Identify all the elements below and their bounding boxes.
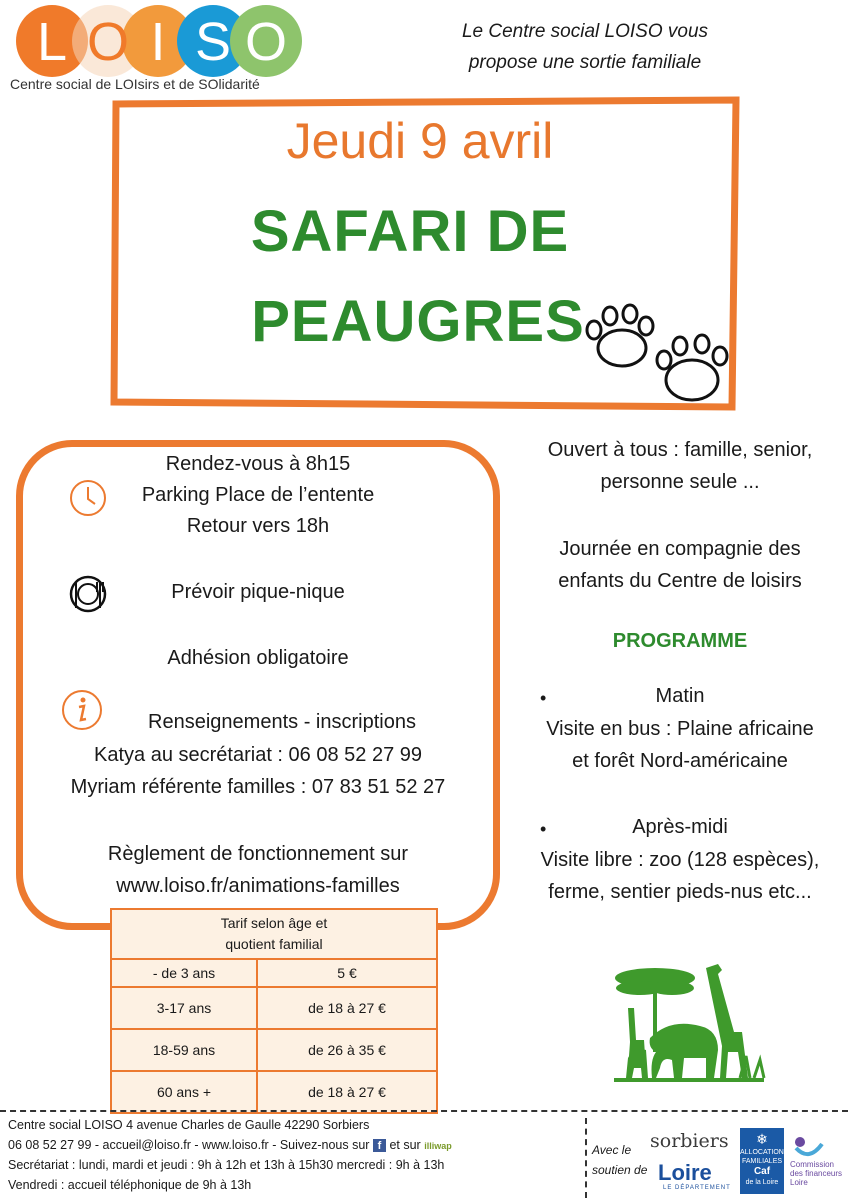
bullet-icon: •	[540, 688, 547, 708]
tariff-price: de 18 à 27 €	[257, 1071, 437, 1113]
tariff-age: 60 ans +	[111, 1071, 257, 1113]
renseignements-text: Renseignements - inscriptions	[148, 711, 416, 733]
logo-letter: S	[194, 12, 232, 72]
picnic-text: Prévoir pique-nique	[171, 581, 345, 603]
tariff-age: 18-59 ans	[111, 1029, 257, 1071]
tariff-header: Tarif selon âge et quotient familial	[111, 909, 437, 959]
aprem-title: Après-midi	[632, 816, 728, 838]
event-title-line-2: PEAUGRES	[251, 289, 585, 354]
tariff-table	[110, 908, 438, 1114]
loiso-logo	[8, 4, 308, 78]
logo-letter: L	[36, 12, 68, 72]
tariff-price: de 18 à 27 €	[257, 987, 437, 1029]
bullet-icon: •	[540, 819, 547, 839]
open-to-all-text: Ouvert à tous : famille, senior, personne seule ...	[547, 439, 813, 493]
rdv-text: Rendez-vous à 8h15	[165, 453, 351, 475]
intro-text	[420, 16, 750, 78]
commission-logo-icon	[792, 1134, 826, 1158]
intro-line: Le Centre social LOISO vous	[461, 21, 709, 42]
tariff-price: 5 €	[257, 959, 437, 987]
facebook-icon[interactable]: f	[373, 1139, 386, 1152]
intro-line: propose une sortie familiale	[468, 52, 702, 73]
logo-letter: O	[244, 12, 288, 72]
tariff-price: de 26 à 35 €	[257, 1029, 437, 1071]
logo-letter: I	[150, 12, 166, 72]
reglement-url[interactable]: www.loiso.fr/animations-familles	[116, 875, 400, 897]
myriam-contact: Myriam référente familles : 07 83 51 52 27	[70, 776, 446, 798]
support-text: Avec le soutien de	[592, 1143, 648, 1177]
table-row	[111, 959, 437, 987]
loire-logo: Loire	[658, 1160, 712, 1185]
commission-financeurs-logo: Commission des financeurs Loire	[790, 1160, 843, 1187]
safari-animals-illustration	[610, 960, 775, 1085]
tariff-age: 3-17 ans	[111, 987, 257, 1029]
paw-prints-icon	[580, 300, 740, 410]
caf-emblem-icon: ❄	[756, 1131, 768, 1147]
table-row	[111, 1071, 437, 1113]
footer-divider	[0, 1110, 848, 1112]
tariff-age: - de 3 ans	[111, 959, 257, 987]
caf-logo: ❄ ALLOCATIONS FAMILIALES Caf de la Loire	[740, 1128, 784, 1194]
event-date: Jeudi 9 avril	[286, 113, 554, 169]
event-title-line-1: SAFARI DE	[250, 199, 570, 264]
matin-desc: Visite en bus : Plaine africaine et forêt Nord-américaine	[546, 718, 814, 772]
footer-friday: Vendredi : accueil téléphonique de 9h à 13h	[8, 1178, 252, 1192]
journee-text: Journée en compagnie des enfants du Centre de loisirs	[558, 538, 802, 592]
parking-text: Parking Place de l’entente	[141, 484, 375, 506]
retour-text: Retour vers 18h	[186, 515, 330, 537]
loire-logo-subtitle: LE DÉPARTEMENT	[663, 1185, 731, 1191]
aprem-desc: Visite libre : zoo (128 espèces), ferme, sentier pieds-nus etc...	[540, 849, 820, 903]
sorbiers-logo: sorbiers	[650, 1130, 729, 1152]
footer-hours: Secrétariat : lundi, mardi et jeudi : 9h à 12h et 13h à 15h30 mercredi : 9h à 13h	[8, 1158, 445, 1172]
footer-address: Centre social LOISO 4 avenue Charles de Gaulle 42290 Sorbiers	[8, 1118, 370, 1132]
table-row	[111, 987, 437, 1029]
tariff-header-row	[111, 909, 437, 959]
reglement-text: Règlement de fonctionnement sur	[107, 843, 409, 865]
logo-subtitle: Centre social de LOIsirs et de SOlidarité	[10, 76, 260, 92]
matin-title: Matin	[655, 685, 705, 707]
programme-heading: PROGRAMME	[612, 630, 748, 652]
adhesion-text: Adhésion obligatoire	[167, 647, 349, 669]
table-row	[111, 1029, 437, 1071]
footer-contacts: 06 08 52 27 99 - accueil@loiso.fr - www.loiso.fr - Suivez-nous sur f et sur illiwap	[8, 1138, 452, 1153]
illiwap-logo[interactable]: illiwap	[424, 1141, 452, 1151]
katya-contact: Katya au secrétariat : 06 08 52 27 99	[94, 744, 422, 766]
logo-letter: O	[86, 12, 130, 72]
footer-separator	[585, 1118, 587, 1198]
clock-icon	[68, 478, 108, 518]
